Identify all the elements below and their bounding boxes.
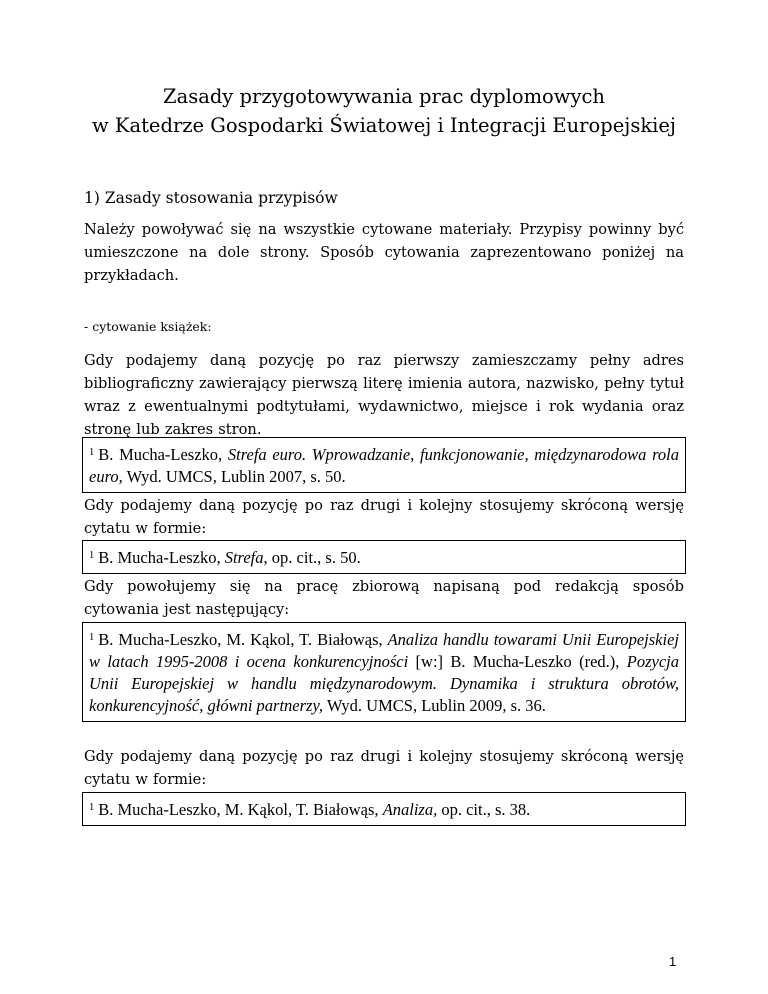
first-citation-paragraph: Gdy podajemy daną pozycję po raz pierwszy zamieszczamy pełny adres bibliograficzny zawierający pierwszą literę imienia autora, nazwisko, pełny tytuł wraz z ewentualnymi podtytułami, wydawnictwo, miejsce i rok wydania oraz stronę lub zakres stron. <box>84 352 684 438</box>
footnote-publisher: , op. cit., s. 50. <box>263 548 361 567</box>
page-number: 1 <box>669 954 677 969</box>
document-title-line-2: w Katedrze Gospodarki Światowej i Integracji Europejskiej <box>92 114 676 137</box>
footnote-example-1 <box>82 437 686 493</box>
intro-paragraph: Należy powoływać się na wszystkie cytowane materiały. Przypisy powinny być umieszczone na dole strony. Sposób cytowania zaprezentowano poniżej na przykładach. <box>84 221 684 284</box>
footnote-example-2 <box>82 540 686 574</box>
document-title-line-1: Zasady przygotowywania prac dyplomowych <box>163 85 605 108</box>
footnote-title: Strefa <box>224 548 264 567</box>
footnote-title: Analiza handlu towarami Unii Europejskiej w latach 1995-2008 i ocena konkurencyjności <box>89 630 679 671</box>
footnote-author: B. Mucha-Leszko, M. Kąkol, T. Białowąs, <box>98 800 383 819</box>
footnote-number: 1 <box>89 632 95 643</box>
subheading-books: - cytowanie książek: <box>84 319 212 334</box>
second-citation-paragraph: Gdy podajemy daną pozycję po raz drugi i kolejny stosujemy skróconą wersję cytatu w formie: <box>84 497 684 537</box>
footnote-number: 1 <box>89 550 95 561</box>
footnote-title-collective: Pozycja Unii Europejskiej w handlu międzynarodowym. Dynamika i struktura obrotów, konkurencyjność, główni partnerzy, <box>89 652 679 715</box>
footnote-number: 1 <box>89 447 95 458</box>
footnote-title: Strefa euro. Wprowadzanie, funkcjonowanie, międzynarodowa rola euro, <box>89 445 680 486</box>
footnote-publisher: op. cit., s. 38. <box>437 800 531 819</box>
footnote-editor: [w:] B. Mucha-Leszko (red.), <box>408 652 627 671</box>
section-heading: 1) Zasady stosowania przypisów <box>84 189 338 207</box>
footnote-example-3 <box>82 622 686 722</box>
collective-work-paragraph: Gdy powołujemy się na pracę zbiorową napisaną pod redakcją sposób cytowania jest następujący: <box>84 578 684 618</box>
footnote-author: B. Mucha-Leszko, <box>98 548 225 567</box>
footnote-author: B. Mucha-Leszko, <box>98 445 228 464</box>
footnote-publisher: Wyd. UMCS, Lublin 2009, s. 36. <box>323 696 546 715</box>
footnote-title: Analiza, <box>382 800 438 819</box>
second-citation-paragraph-2: Gdy podajemy daną pozycję po raz drugi i kolejny stosujemy skróconą wersję cytatu w formie: <box>84 748 684 788</box>
footnote-publisher: Wyd. UMCS, Lublin 2007, s. 50. <box>122 467 346 486</box>
footnote-author: B. Mucha-Leszko, M. Kąkol, T. Białowąs, <box>98 630 388 649</box>
footnote-example-4 <box>82 792 686 826</box>
footnote-number: 1 <box>89 802 95 813</box>
